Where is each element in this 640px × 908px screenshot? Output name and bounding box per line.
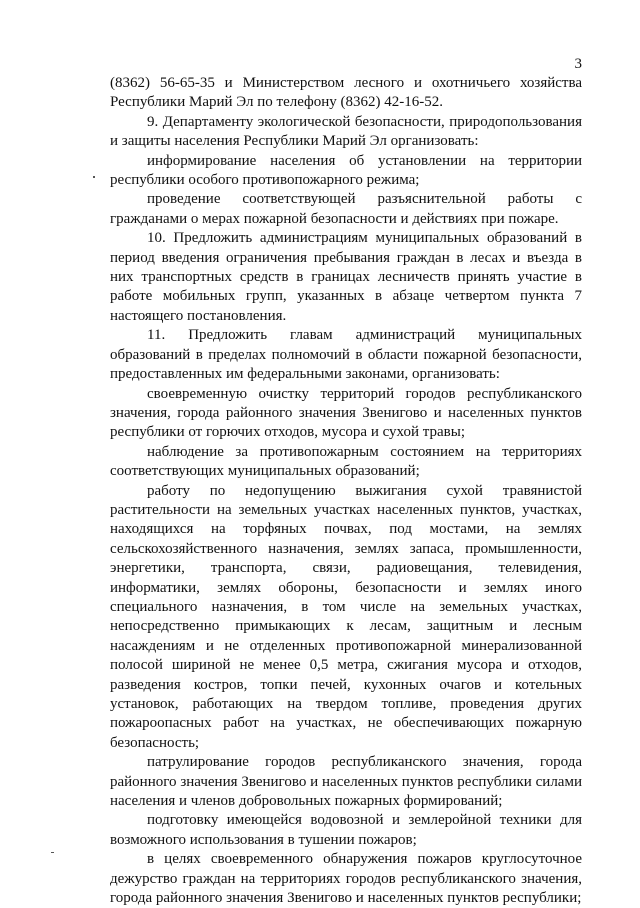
- paragraph-item-9: 9. Департаменту экологической безопасности, природопользования и защиты населения Республики Марий Эл организовать:: [110, 113, 582, 150]
- paragraph-item-11-cleaning: своевременную очистку территорий городов республиканского значения, города районного значения Звенигово и населенных пунктов республики от горючих отходов, мусора и сухой травы;: [110, 385, 582, 441]
- page-number: 3: [574, 56, 582, 72]
- scan-speck: [51, 852, 54, 853]
- paragraph-item-11-patrolling: патрулирование городов республиканского значения, города районного значения Звенигово и населенных пунктов республики силами населения и членов добровольных пожарных формирований;: [110, 754, 582, 810]
- paragraph-item-11-equipment: подготовку имеющейся водовозной и землеройной техники для возможного использования в тушении пожаров;: [110, 812, 582, 848]
- paragraph-item-11: 11. Предложить главам администраций муниципальных образований в пределах полномочий в области пожарной безопасности, предоставленных им федеральными законами, организовать:: [110, 327, 582, 383]
- paragraph-item-11-monitoring: наблюдение за противопожарным состоянием на территориях соответствующих муниципальных образований;: [110, 443, 582, 480]
- paragraph-item-11-duty: в целях своевременного обнаружения пожаров круглосуточное дежурство граждан на территориях городов республиканского значения, города районного значения Звенигово и населенных пунктов республики;: [110, 851, 582, 907]
- document-body: [110, 74, 582, 908]
- paragraph-item-9-explanatory-work: проведение соответствующей разъяснительной работы с гражданами о мерах пожарной безопасности и действиях при пожаре.: [110, 191, 582, 227]
- paragraph-item-11-burning-prevention: работу по недопущению выжигания сухой травянистой растительности на земельных участках населенных пунктов, участках, находящихся на торфяных почвах, под мостами, на землях сельскохозяйственного назначения, землях запаса, промышленности, энергетики, транспорта, связи, радиовещания, телевидения, информатики, землях обороны, безопасности и землях иного специального назначения, в том числе на земельных участках, непосредственно примыкающих к лесам, защитным и лесным насаждениям и не отделенных противопожарной минерализованной полосой шириной не менее 0,5 метра, сжигания мусора и отходов, разведения костров, топки печей, кухонных очагов и котельных установок, работающих на твердом топливе, проведения других пожароопасных работ на участках, не обеспечивающих пожарную безопасность;: [110, 482, 582, 751]
- paragraph-item-10: 10. Предложить администрациям муниципальных образований в период введения ограничения пребывания граждан в лесах и въезда в них транспортных средств в границах лесничеств принять участие в работе мобильных групп, указанных в абзаце четвертом пункта 7 настоящего постановления.: [110, 230, 582, 324]
- scan-speck: [93, 176, 95, 178]
- paragraph-item-9-informing: информирование населения об установлении на территории республики особого противопожарного режима;: [110, 152, 582, 189]
- paragraph-phone-continuation: (8362) 56-65-35 и Министерством лесного и охотничьего хозяйства Республики Марий Эл по телефону (8362) 42-16-52.: [110, 75, 582, 111]
